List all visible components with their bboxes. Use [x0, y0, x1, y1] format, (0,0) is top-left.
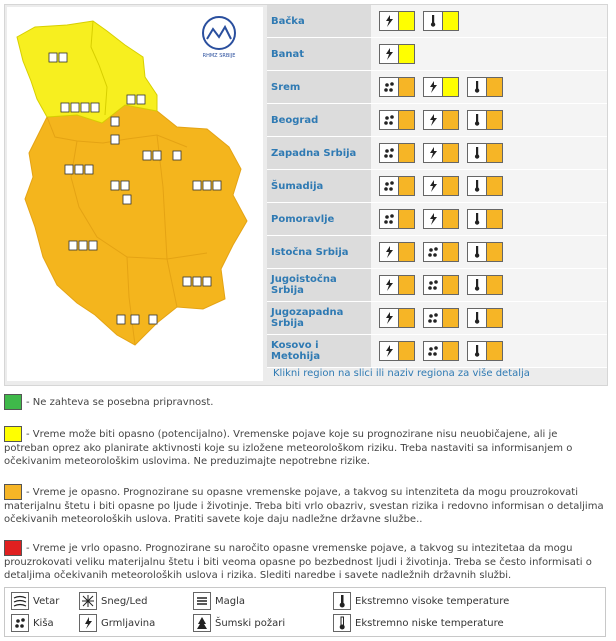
warning-indicator[interactable]	[467, 110, 503, 130]
thermometer-high-icon	[424, 12, 443, 30]
warning-level-yellow	[399, 45, 414, 63]
region-name-link[interactable]: Istočna Srbija	[267, 236, 371, 268]
warning-indicator[interactable]	[423, 143, 459, 163]
legend-red-text: - Vreme je vrlo opasno. Prognozirane su naročito opasne vremenske pojave, a takvog su intezitetaa da mogu prouzrokovati veliku materijalnu štetu i biti veoma opasne po bezbednost ljudi i životinja. Treba se često informisati o detaljima očekivanih meteoroloških uslova i rizika. Slediti naredbe i savete nadležnih državnih službi.	[4, 543, 592, 581]
warning-indicator[interactable]	[467, 341, 503, 361]
map-svg[interactable]	[7, 7, 263, 381]
warning-indicator[interactable]	[423, 110, 459, 130]
thermometer-high-icon	[468, 342, 487, 360]
warning-level-orange	[399, 210, 414, 228]
warning-level-orange	[443, 309, 458, 327]
legend-rain-label: Kiša	[33, 617, 54, 629]
warning-level-orange	[443, 276, 458, 294]
warnings-panel	[4, 4, 608, 386]
region-row[interactable]	[267, 38, 607, 71]
warning-indicator[interactable]	[423, 209, 459, 229]
thunderstorm-icon	[424, 111, 443, 129]
warning-level-orange	[399, 78, 414, 96]
thunderstorm-icon	[424, 177, 443, 195]
thermometer-high-icon	[468, 243, 487, 261]
warning-level-orange	[487, 276, 502, 294]
region-table	[267, 5, 607, 368]
warning-level-orange	[487, 309, 502, 327]
warning-indicator[interactable]	[467, 77, 503, 97]
region-row[interactable]	[267, 5, 607, 38]
region-name-link[interactable]: Zapadna Srbija	[267, 137, 371, 169]
warning-level-orange	[399, 276, 414, 294]
warning-indicator[interactable]	[379, 341, 415, 361]
region-warnings	[371, 104, 607, 136]
region-name-link[interactable]: Pomoravlje	[267, 203, 371, 235]
region-warnings	[371, 5, 607, 37]
legend-thunder-label: Grmljavina	[101, 617, 156, 629]
wind-icon	[11, 592, 29, 610]
thermometer-low-icon	[333, 614, 351, 632]
region-warnings	[371, 71, 607, 103]
region-central-south[interactable]	[25, 105, 247, 345]
legend-low-temp-label: Ekstremno niske temperature	[355, 617, 504, 629]
rain-icon	[380, 111, 399, 129]
thunderstorm-icon	[424, 210, 443, 228]
rhmz-logo	[203, 17, 236, 59]
rain-icon	[424, 342, 443, 360]
rain-icon	[424, 276, 443, 294]
green-swatch	[4, 394, 22, 410]
rain-icon	[424, 309, 443, 327]
legend-green-text: - Ne zahteva se posebna pripravnost.	[26, 397, 214, 408]
legend-yellow	[4, 426, 604, 468]
warning-indicator[interactable]	[467, 209, 503, 229]
region-row[interactable]	[267, 236, 607, 269]
warning-level-orange	[399, 309, 414, 327]
thunderstorm-icon	[380, 276, 399, 294]
warning-indicator[interactable]	[379, 242, 415, 262]
legend-high-temp-label: Ekstremno visoke temperature	[355, 595, 510, 607]
rain-icon	[380, 78, 399, 96]
region-name-link[interactable]: Bačka	[267, 5, 371, 37]
thunderstorm-icon	[380, 342, 399, 360]
warning-level-orange	[399, 177, 414, 195]
thunderstorm-icon	[79, 614, 97, 632]
warning-level-orange	[443, 144, 458, 162]
warning-level-orange	[487, 111, 502, 129]
region-row[interactable]	[267, 302, 607, 335]
warning-indicator[interactable]	[423, 308, 459, 328]
wind-icon	[380, 45, 399, 63]
legend-fog-label: Magla	[215, 595, 246, 607]
warning-indicator[interactable]	[467, 275, 503, 295]
rain-icon	[380, 144, 399, 162]
warning-indicator[interactable]	[423, 341, 459, 361]
warning-indicator[interactable]	[379, 209, 415, 229]
warning-level-orange	[443, 111, 458, 129]
warning-indicator[interactable]	[379, 275, 415, 295]
thermometer-high-icon	[333, 592, 351, 610]
warning-level-yellow	[443, 78, 458, 96]
legend-wind-label: Vetar	[33, 595, 60, 607]
legend-snow	[79, 592, 147, 610]
region-warnings	[371, 269, 607, 301]
warning-indicator[interactable]	[423, 176, 459, 196]
orange-swatch	[4, 484, 22, 500]
warning-level-orange	[399, 111, 414, 129]
yellow-swatch	[4, 426, 22, 442]
warning-indicator[interactable]	[379, 110, 415, 130]
legend-fog	[193, 592, 245, 610]
warning-indicator[interactable]	[423, 275, 459, 295]
rain-icon	[380, 177, 399, 195]
forest-fire-icon	[193, 614, 211, 632]
thermometer-high-icon	[468, 111, 487, 129]
region-warnings	[371, 38, 607, 70]
legend-low-temp	[333, 614, 504, 632]
thermometer-high-icon	[468, 309, 487, 327]
region-name-link[interactable]: Srem	[267, 71, 371, 103]
thunderstorm-icon	[424, 144, 443, 162]
warning-level-orange	[487, 78, 502, 96]
warning-indicator[interactable]	[467, 143, 503, 163]
warning-level-orange	[487, 342, 502, 360]
warning-indicator[interactable]	[467, 308, 503, 328]
region-warnings	[371, 137, 607, 169]
region-name-link[interactable]: Šumadija	[267, 170, 371, 202]
thermometer-high-icon	[468, 210, 487, 228]
warning-indicator[interactable]	[379, 308, 415, 328]
rain-icon	[424, 243, 443, 261]
warning-level-yellow	[399, 12, 414, 30]
legend-snow-label: Sneg/Led	[101, 595, 148, 607]
region-row[interactable]	[267, 104, 607, 137]
region-warnings	[371, 203, 607, 235]
region-name-link[interactable]: Beograd	[267, 104, 371, 136]
warning-level-orange	[487, 210, 502, 228]
region-row[interactable]	[267, 71, 607, 104]
region-warnings	[371, 170, 607, 202]
legend-fire	[193, 614, 285, 632]
legend-high-temp	[333, 592, 509, 610]
region-name-link[interactable]: Jugoistočna Srbija	[267, 269, 371, 301]
region-row[interactable]	[267, 269, 607, 302]
red-swatch	[4, 540, 22, 556]
legend-fire-label: Šumski požari	[215, 617, 286, 629]
legend-rain	[11, 614, 54, 632]
snow-icon	[79, 592, 97, 610]
warning-level-orange	[443, 177, 458, 195]
logo-text: RHMZ SRBIJE	[202, 53, 236, 59]
legend-orange-text: - Vreme je opasno. Prognozirane su opasne vremenske pojave, a takvog su intenziteta da mogu prouzrokovati materijalnu štetu i biti opasne po ljude i životinje. Treba biti vrlo obazriv, svestan rizika i redovno informisan o detaljima očekivanih meteoroloških uslova. Pratiti savete koje daju nadležne državne službe..	[4, 487, 604, 525]
wind-icon	[380, 12, 399, 30]
legend-thunder	[79, 614, 155, 632]
thermometer-high-icon	[468, 276, 487, 294]
warning-indicator[interactable]	[467, 176, 503, 196]
region-row[interactable]	[267, 170, 607, 203]
warning-level-orange	[487, 144, 502, 162]
warning-indicator[interactable]	[423, 77, 459, 97]
region-name-link[interactable]: Banat	[267, 38, 371, 70]
thunderstorm-icon	[380, 243, 399, 261]
region-row[interactable]	[267, 203, 607, 236]
warning-indicator[interactable]	[423, 242, 459, 262]
warning-level-orange	[443, 342, 458, 360]
legend-green	[4, 394, 604, 410]
legend-wind	[11, 592, 59, 610]
warning-level-orange	[443, 210, 458, 228]
region-warnings	[371, 236, 607, 268]
rain-icon	[380, 210, 399, 228]
warning-level-orange	[443, 243, 458, 261]
warning-level-orange	[487, 243, 502, 261]
warning-indicator[interactable]	[379, 11, 415, 31]
rain-icon	[11, 614, 29, 632]
thermometer-high-icon	[468, 144, 487, 162]
thermometer-high-icon	[468, 78, 487, 96]
warning-level-orange	[487, 177, 502, 195]
warning-level-orange	[399, 144, 414, 162]
warning-indicator[interactable]	[379, 44, 415, 64]
region-warnings	[371, 302, 607, 334]
icon-legend	[4, 587, 606, 637]
warning-level-yellow	[443, 12, 458, 30]
thunderstorm-icon	[380, 309, 399, 327]
warning-indicator[interactable]	[379, 143, 415, 163]
fog-icon	[193, 592, 211, 610]
warning-indicator[interactable]	[423, 11, 459, 31]
warning-indicator[interactable]	[467, 242, 503, 262]
hint-text: Klikni region na slici ili naziv regiona za više detalja	[273, 367, 530, 379]
legend-orange	[4, 484, 604, 526]
legend-red	[4, 540, 604, 582]
region-row[interactable]	[267, 137, 607, 170]
warning-indicator[interactable]	[379, 176, 415, 196]
region-name-link[interactable]: Kosovo i Metohija	[267, 335, 371, 367]
warning-level-orange	[399, 342, 414, 360]
thunderstorm-icon	[424, 78, 443, 96]
warning-indicator[interactable]	[379, 77, 415, 97]
serbia-warning-map[interactable]	[7, 7, 263, 381]
thermometer-high-icon	[468, 177, 487, 195]
legend-yellow-text: - Vreme može biti opasno (potencijalno). Vremenske pojave koje su prognozirane nisu neuobičajene, ali je potreban oprez ako planirate aktivnosti koje su izložene meteorološkom riziku. Treba nastaviti sa informisanjem o očekivanim meteorološkim uslovima. Ne preduzimajte nepotrebne rizike.	[4, 429, 573, 467]
region-name-link[interactable]: Jugozapadna Srbija	[267, 302, 371, 334]
warning-level-orange	[399, 243, 414, 261]
